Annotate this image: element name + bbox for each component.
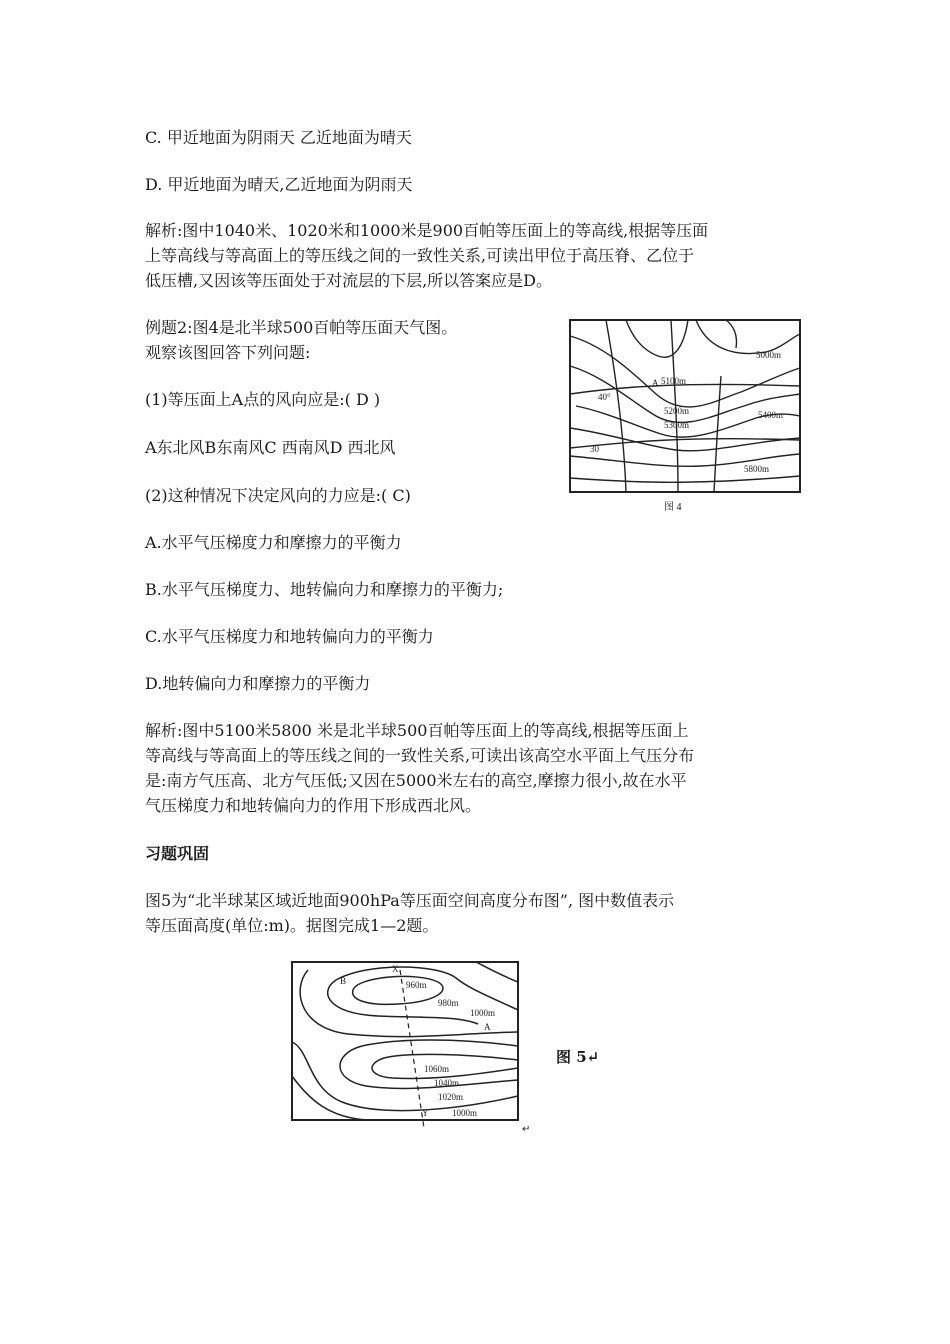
- fig4-label-5400m: 5400m: [758, 410, 784, 420]
- fig5-label-1000m-bottom: 1000m: [452, 1108, 478, 1118]
- question-2-option-a: A.水平气压梯度力和摩擦力的平衡力: [145, 533, 402, 552]
- fig4-label-5100m: 5100m: [661, 376, 687, 386]
- fig5-label-y: Y: [422, 1108, 429, 1118]
- fig5-label-1020m: 1020m: [438, 1092, 464, 1102]
- fig5-label-a: A: [484, 1022, 491, 1032]
- example-2-line-2: 观察该图回答下列问题:: [145, 343, 311, 362]
- figure-5-intro-line-1: 图5为“北半球某区域近地面900hPa等压面空间高度分布图”, 图中数值表示: [145, 891, 675, 910]
- analysis-2-line-2: 等高线与等高面上的等压线之间的一致性关系,可读出该高空水平面上气压分布: [145, 746, 695, 765]
- analysis-1-line-2: 上等高线与等高面上的等压线之间的一致性关系,可读出甲位于高压脊、乙位于: [145, 246, 695, 265]
- analysis-2-line-1: 解析:图中5100米5800 米是北半球500百帕等压面上的等高线,根据等压面上: [145, 721, 689, 740]
- fig4-caption: 图 4: [664, 502, 682, 513]
- fig4-label-30: 30: [590, 444, 599, 454]
- analysis-2-line-3: 是:南方气压高、北方气压低;又因在5000米左右的高空,摩擦力很小,故在水平: [145, 771, 687, 790]
- fig5-label-1000m-top: 1000m: [470, 1008, 496, 1018]
- fig4-label-5200m: 5200m: [664, 406, 690, 416]
- fig5-label-960m: 960m: [406, 980, 427, 990]
- option-c: C. 甲近地面为阴雨天 乙近地面为晴天: [145, 128, 412, 147]
- fig5-label-1060m: 1060m: [424, 1064, 450, 1074]
- fig4-label-a: A: [652, 378, 659, 388]
- fig5-label-x: X: [392, 964, 399, 974]
- figure-5-intro-line-2: 等压面高度(单位:m)。据图完成1—2题。: [145, 916, 439, 935]
- fig5-label-b: B: [340, 976, 347, 986]
- question-1: (1)等压面上A点的风向应是:( D ): [145, 390, 381, 409]
- question-2-option-d: D.地转偏向力和摩擦力的平衡力: [145, 674, 371, 693]
- analysis-2-line-4: 气压梯度力和地转偏向力的作用下形成西北风。: [145, 796, 482, 815]
- example-2-line-1: 例题2:图4是北半球500百帕等压面天气图。: [145, 318, 458, 337]
- analysis-1-line-3: 低压槽,又因该等压面处于对流层的下层,所以答案应是D。: [145, 271, 553, 290]
- option-d: D. 甲近地面为晴天,乙近地面为阴雨天: [145, 175, 413, 194]
- question-2-option-b: B.水平气压梯度力、地转偏向力和摩擦力的平衡力;: [145, 580, 504, 599]
- question-2: (2)这种情况下决定风向的力应是:( C): [145, 486, 411, 505]
- figure-5-caption: 图 5↵: [556, 1048, 600, 1066]
- fig5-label-980m: 980m: [438, 998, 459, 1008]
- section-heading: 习题巩固: [145, 844, 210, 863]
- fig4-label-5000m: 5000m: [756, 350, 782, 360]
- figure-4-contour-map: [566, 316, 804, 516]
- figure-5-contour-map: [288, 958, 538, 1138]
- fig4-label-40: 40°: [598, 392, 611, 402]
- question-2-option-c: C.水平气压梯度力和地转偏向力的平衡力: [145, 627, 434, 646]
- paragraph-return-mark: ↵: [522, 1124, 531, 1135]
- fig4-label-5800m: 5800m: [744, 464, 770, 474]
- fig4-label-5300m: 5300m: [664, 420, 690, 430]
- question-1-options: A东北风B东南风C 西南风D 西北风: [145, 438, 396, 457]
- analysis-1-line-1: 解析:图中1040米、1020米和1000米是900百帕等压面上的等高线,根据等压面: [145, 221, 709, 240]
- fig5-label-1040m: 1040m: [434, 1078, 460, 1088]
